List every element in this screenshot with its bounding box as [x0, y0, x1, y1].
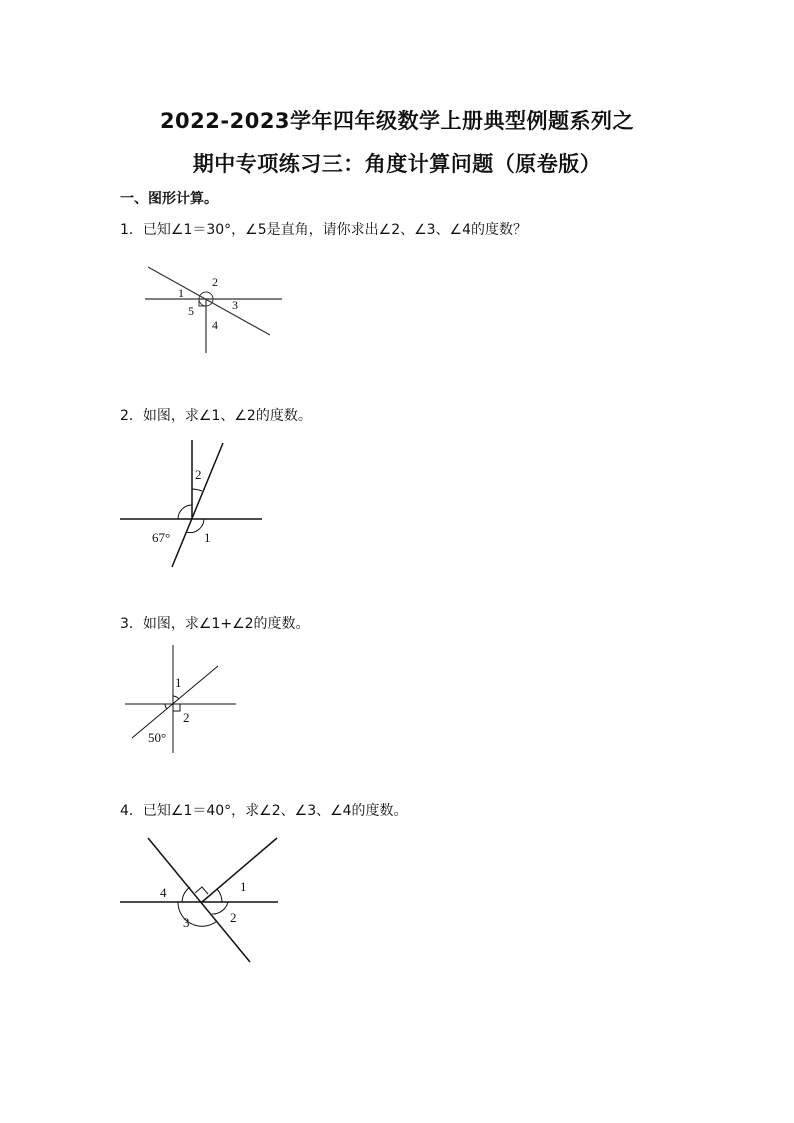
q4-label-3: 3 [183, 915, 190, 930]
q2-label-2: 2 [195, 467, 202, 482]
q1-label-5: 5 [188, 304, 194, 318]
q1-diagonal-line [148, 267, 270, 335]
question-1-figure [0, 255, 794, 375]
q4-label-1: 1 [240, 879, 247, 894]
title-line-1: 2022-2023学年四年级数学上册典型例题系列之 [159, 109, 635, 133]
q3-right-angle-mark [173, 704, 180, 711]
q3-50-angle-arc [165, 704, 167, 709]
q4-angle4-arc [182, 887, 190, 902]
q4-label-4: 4 [160, 885, 167, 900]
question-4-text: 4．已知∠1＝40°，求∠2、∠3、∠4的度数。 [120, 803, 408, 819]
question-4-figure [0, 830, 794, 970]
question-3-text: 3．如图，求∠1+∠2的度数。 [120, 616, 310, 632]
q3-angle1-arc [173, 696, 179, 699]
q4-label-2: 2 [230, 910, 237, 925]
q4-descending-line [148, 838, 250, 962]
q4-angle1-arc [217, 889, 222, 902]
q1-label-3: 3 [232, 298, 238, 312]
q4-angle2-arc [212, 902, 228, 914]
q3-label-1: 1 [175, 675, 182, 690]
q2-label-1: 1 [204, 530, 211, 545]
question-1-text: 1．已知∠1＝30°，∠5是直角，请你求出∠2、∠3、∠4的度数？ [120, 222, 528, 238]
q1-label-4: 4 [212, 318, 218, 332]
q2-angle2-arc [192, 489, 202, 491]
q3-label-50-degrees: 50° [148, 730, 167, 745]
q2-diagonal-line [172, 443, 223, 567]
question-3-figure [0, 640, 794, 760]
q2-label-67-degrees: 67° [152, 530, 171, 545]
q1-label-1: 1 [178, 286, 184, 300]
section-heading: 一、图形计算。 [120, 191, 218, 207]
q4-right-angle-mark [195, 887, 208, 894]
q3-label-2: 2 [183, 710, 190, 725]
title-line-2: 期中专项练习三：角度计算问题（原卷版） [192, 152, 602, 176]
question-2-text: 2．如图，求∠1、∠2的度数。 [120, 408, 312, 424]
question-2-figure [0, 435, 794, 575]
q2-angle-arc-left [178, 505, 192, 519]
q1-label-2: 2 [212, 275, 218, 289]
